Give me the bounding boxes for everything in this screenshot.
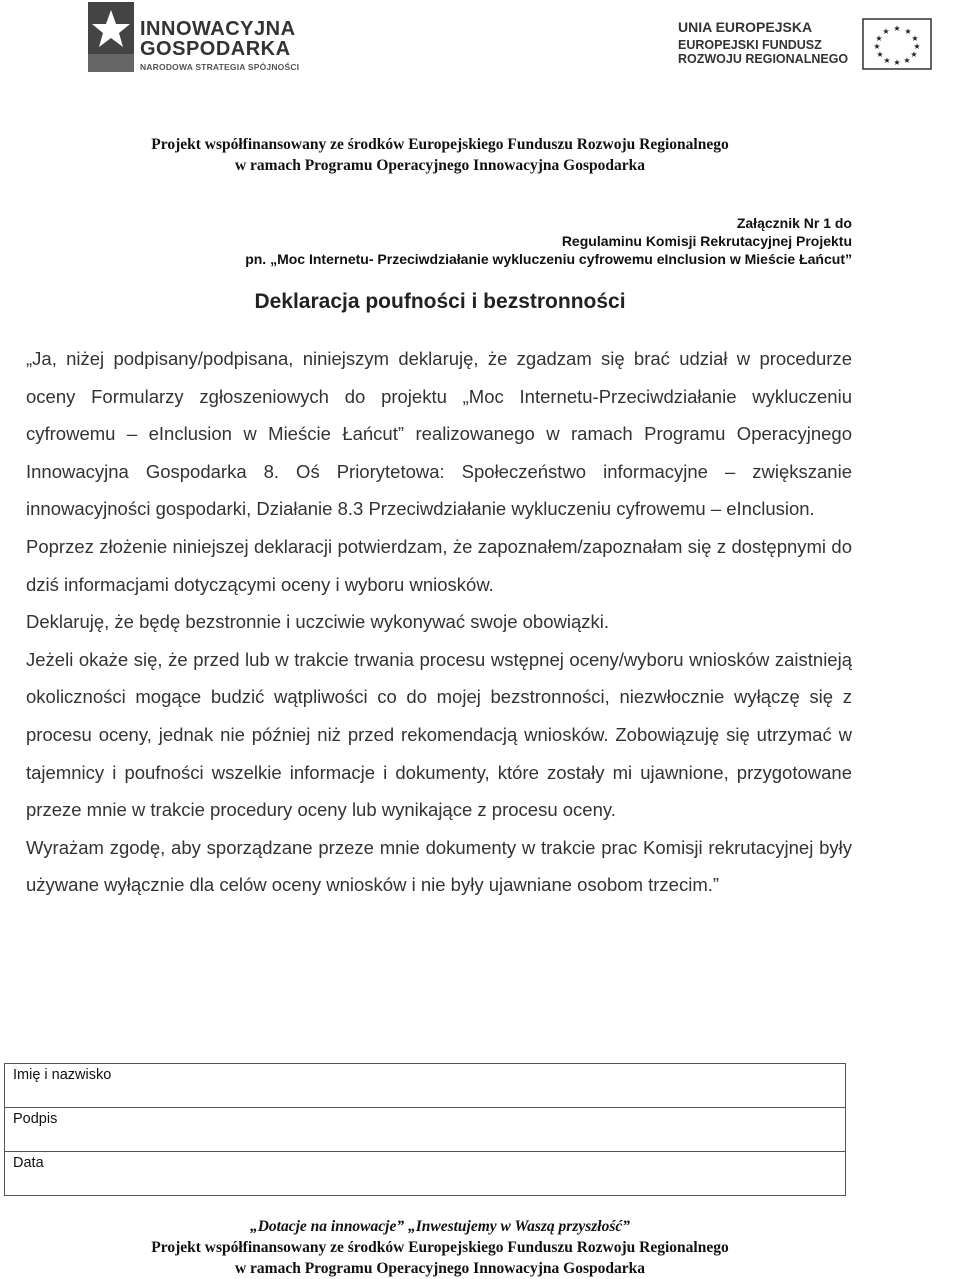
- annex-line1: Załącznik Nr 1 do: [736, 215, 852, 231]
- svg-text:★: ★: [893, 24, 901, 33]
- svg-text:★: ★: [893, 58, 901, 67]
- innowacyjna-gospodarka-logo: [88, 2, 338, 74]
- svg-text:★: ★: [910, 50, 918, 59]
- svg-text:★: ★: [903, 56, 911, 65]
- header-project-line2: w ramach Programu Operacyjnego Innowacyjna Gospodarka: [234, 157, 646, 174]
- svg-text:★: ★: [883, 56, 891, 65]
- declaration-paragraph-2: Poprzez złożenie niniejszej deklaracji potwierdzam, że zapoznałem/zapoznałam się z dostępnymi do dziś informacjami dotyczącymi oceny i wyboru wniosków.: [26, 535, 852, 595]
- logo-right-line1: UNIA EUROPEJSKA: [678, 19, 813, 35]
- logo-left-line2: GOSPODARKA: [140, 38, 291, 60]
- annex-block: [245, 214, 852, 268]
- footer: [0, 1216, 880, 1279]
- signature-label: Podpis: [5, 1108, 152, 1152]
- signature-row-name: [5, 1064, 846, 1108]
- logo-right-line3: ROZWOJU REGIONALNEGO: [678, 52, 849, 66]
- declaration-paragraph-5: Wyrażam zgodę, aby sporządzane przeze mnie dokumenty w trakcie prac Komisji rekrutacyjnej były używane wyłącznie dla celów oceny wniosków i nie były ujawniane osobom trzecim.”: [26, 836, 852, 896]
- footer-slogan: „Dotacje na innowacje” „Inwestujemy w Waszą przyszłość”: [249, 1218, 631, 1235]
- svg-text:★: ★: [911, 34, 919, 43]
- svg-text:★: ★: [875, 34, 883, 43]
- logo-left-line3: NARODOWA STRATEGIA SPÓJNOŚCI: [140, 62, 300, 72]
- declaration-body: [26, 340, 852, 904]
- header-project-text: [0, 134, 880, 176]
- document-title: Deklaracja poufności i bezstronności: [254, 290, 626, 313]
- logo-right-line2: EUROPEJSKI FUNDUSZ: [678, 38, 822, 52]
- declaration-paragraph-3: Deklaruję, że będę bezstronnie i uczciwie wykonywać swoje obowiązki.: [26, 611, 610, 633]
- footer-project-line2: w ramach Programu Operacyjnego Innowacyjna Gospodarka: [234, 1260, 646, 1277]
- date-field[interactable]: [151, 1152, 846, 1196]
- svg-text:★: ★: [913, 42, 921, 51]
- signature-row-date: [5, 1152, 846, 1196]
- name-label: Imię i nazwisko: [5, 1064, 152, 1108]
- signature-table: [4, 1063, 846, 1196]
- svg-text:★: ★: [873, 42, 881, 51]
- logo-left-line1: INNOWACYJNA: [140, 18, 296, 40]
- declaration-paragraph-4: Jeżeli okaże się, że przed lub w trakcie trwania procesu wstępnej oceny/wyboru wniosków zaistnieją okoliczności mogące budzić wątpliwości co do mojej bezstronności, niezwłocznie wyłączę się z procesu oceny, jednak nie później niż przed rekomendacją wniosków. Zobowiązuję się utrzymać w tajemnicy i poufności wszelkie informacje i dokumenty, które zostały mi ujawnione, przygotowane przeze mnie w trakcie procedury oceny lub wynikające z procesu oceny.: [26, 648, 852, 821]
- eu-logo: [650, 18, 930, 74]
- annex-line2: Regulaminu Komisji Rekrutacyjnej Projektu: [561, 233, 852, 249]
- annex-line3: pn. „Moc Internetu- Przeciwdziałanie wykluczeniu cyfrowemu eInclusion w Mieście Łańcut”: [245, 251, 852, 267]
- star-emblem-icon: [88, 2, 134, 72]
- header-project-line1: Projekt współfinansowany ze środków Europejskiego Funduszu Rozwoju Regionalnego: [151, 136, 729, 153]
- signature-row-signature: [5, 1108, 846, 1152]
- footer-project-line1: Projekt współfinansowany ze środków Europejskiego Funduszu Rozwoju Regionalnego: [151, 1239, 729, 1256]
- svg-text:★: ★: [876, 50, 884, 59]
- signature-field[interactable]: [151, 1108, 846, 1152]
- date-label: Data: [5, 1152, 152, 1196]
- declaration-paragraph-1: „Ja, niżej podpisany/podpisana, niniejszym deklaruję, że zgadzam się brać udział w procedurze oceny Formularzy zgłoszeniowych do projektu „Moc Internetu-Przeciwdziałanie wykluczeniu cyfrowemu – eInclusion w Mieście Łańcut” realizowanego w ramach Programu Operacyjnego Innowacyjna Gospodarka 8. Oś Priorytetowa: Społeczeństwo informacyjne – zwiększanie innowacyjności gospodarki, Działanie 8.3 Przeciwdziałanie wykluczeniu cyfrowemu – eInclusion.: [26, 348, 852, 520]
- svg-text:★: ★: [904, 27, 912, 36]
- name-field[interactable]: [151, 1064, 846, 1108]
- svg-text:★: ★: [882, 27, 890, 36]
- eu-flag-icon: [862, 18, 932, 70]
